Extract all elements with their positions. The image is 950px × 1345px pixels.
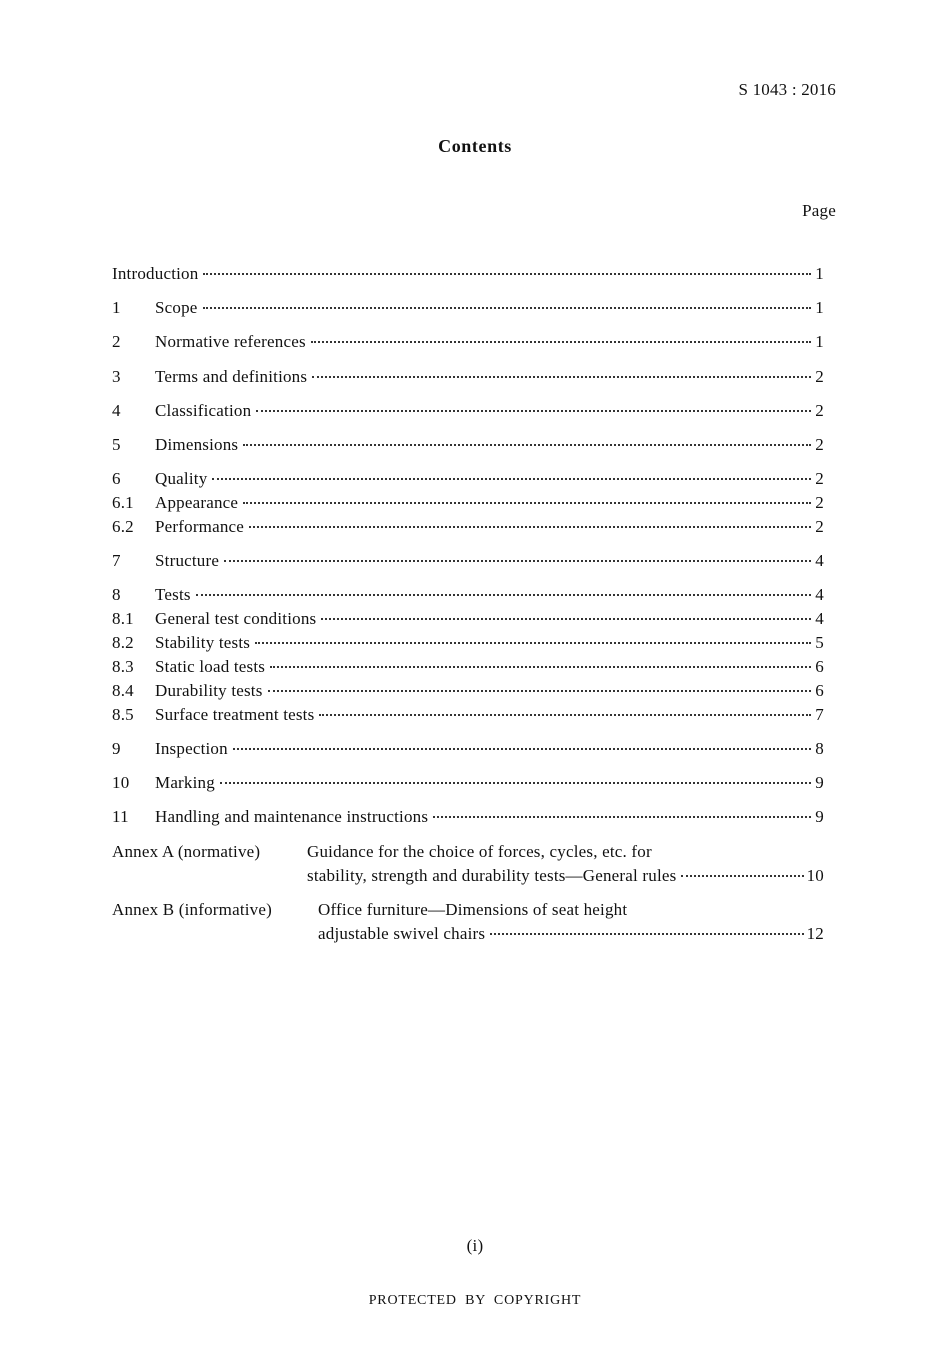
dot-leader [203, 273, 811, 275]
toc-entry-page: 1 [815, 332, 824, 351]
toc-entry-number: 6.2 [112, 517, 134, 536]
toc-entry-title: Marking [155, 773, 215, 792]
toc-entry-number: 8 [112, 585, 121, 604]
toc-entry-page: 9 [815, 807, 824, 826]
toc-entry-terms-and-definitions[interactable] [112, 367, 824, 391]
toc-entry-dimensions[interactable] [112, 435, 824, 459]
annex-title-line-with-page [307, 866, 824, 890]
toc-entry-number: 4 [112, 401, 121, 420]
toc-entry-number: 8.2 [112, 633, 134, 652]
copyright-footer: PROTECTED BY COPYRIGHT [368, 1293, 582, 1308]
dot-leader [321, 618, 811, 620]
toc-entry-number: 6.1 [112, 493, 134, 512]
toc-entry-structure[interactable] [112, 551, 824, 575]
toc-entry-page: 6 [815, 657, 824, 676]
toc-entry-number: 8.1 [112, 609, 134, 628]
toc-entry-title: Surface treatment tests [155, 705, 315, 724]
toc-entry-appearance[interactable] [112, 493, 824, 517]
toc-entry-page: 6 [815, 681, 824, 700]
toc-entry-number: 3 [112, 367, 121, 386]
toc-entry-number: 11 [112, 807, 129, 826]
toc-entry-title: Dimensions [155, 435, 239, 454]
dot-leader [233, 748, 811, 750]
dot-leader [270, 666, 811, 668]
dot-leader [203, 307, 811, 309]
dot-leader [433, 816, 811, 818]
toc-entry-title: Stability tests [155, 633, 251, 652]
toc-entry-title: Structure [155, 551, 220, 570]
annex-label: Annex A (normative) [112, 842, 261, 861]
toc-entry-number: 8.3 [112, 657, 134, 676]
toc-entry-durability-tests[interactable] [112, 681, 824, 705]
toc-entry-scope[interactable] [112, 298, 824, 322]
toc-entry-page: 8 [815, 739, 824, 758]
toc-entry-page: 7 [815, 705, 824, 724]
dot-leader [255, 642, 811, 644]
dot-leader [319, 714, 811, 716]
toc-entry-number: 9 [112, 739, 121, 758]
toc-entry-handling-and-maintenance[interactable] [112, 807, 824, 831]
toc-entry-page: 2 [815, 367, 824, 386]
toc-entry-classification[interactable] [112, 401, 824, 425]
page-column-label: Page [802, 201, 836, 220]
toc-entry-number: 2 [112, 332, 121, 351]
toc-entry-stability-tests[interactable] [112, 633, 824, 657]
toc-entry-performance[interactable] [112, 517, 824, 541]
toc-entry-title: Tests [155, 585, 191, 604]
toc-entry-title: Terms and definitions [155, 367, 308, 386]
annex-page: 12 [806, 924, 824, 943]
toc-entry-page: 4 [815, 609, 824, 628]
toc-entry-title: Classification [155, 401, 252, 420]
annex-title-line-with-page [318, 924, 824, 948]
dot-leader [490, 933, 803, 935]
dot-leader [220, 782, 811, 784]
toc-entry-title: General test conditions [155, 609, 317, 628]
toc-entry-title: Handling and maintenance instructions [155, 807, 429, 826]
toc-entry-tests[interactable] [112, 585, 824, 609]
dot-leader [196, 594, 811, 596]
annex-title-line: stability, strength and durability tests—General rules [307, 866, 677, 885]
dot-leader [249, 526, 811, 528]
toc-entry-page: 4 [815, 585, 824, 604]
annex-page: 10 [806, 866, 824, 885]
toc-entry-page: 1 [815, 264, 824, 283]
toc-entry-number: 10 [112, 773, 130, 792]
annex-label: Annex B (informative) [112, 900, 272, 919]
toc-entry-title: Performance [155, 517, 245, 536]
dot-leader [256, 410, 811, 412]
dot-leader [312, 376, 811, 378]
dot-leader [268, 690, 811, 692]
toc-entry-title: Appearance [155, 493, 239, 512]
dot-leader [681, 875, 803, 877]
toc-entry-page: 9 [815, 773, 824, 792]
dot-leader [243, 444, 811, 446]
dot-leader [212, 478, 811, 480]
dot-leader [243, 502, 811, 504]
toc-entry-marking[interactable] [112, 773, 824, 797]
standard-reference: S 1043 : 2016 [738, 80, 836, 99]
toc-entry-quality[interactable] [112, 469, 824, 493]
toc-entry-general-test-conditions[interactable] [112, 609, 824, 633]
toc-entry-surface-treatment-tests[interactable] [112, 705, 824, 729]
toc-entry-title: Static load tests [155, 657, 266, 676]
toc-entry-number: 7 [112, 551, 121, 570]
toc-entry-title: Durability tests [155, 681, 263, 700]
toc-entry-title: Normative references [155, 332, 306, 351]
dot-leader [224, 560, 811, 562]
toc-entry-number: 5 [112, 435, 121, 454]
toc-entry-number: 6 [112, 469, 121, 488]
toc-entry-page: 4 [815, 551, 824, 570]
toc-entry-page: 2 [815, 435, 824, 454]
page-title: Contents [438, 136, 512, 156]
toc-entry-number: 8.5 [112, 705, 134, 724]
toc-entry-title: Inspection [155, 739, 228, 758]
toc-entry-page: 2 [815, 401, 824, 420]
toc-entry-number: 1 [112, 298, 121, 317]
toc-entry-title: Introduction [112, 264, 199, 283]
toc-entry-static-load-tests[interactable] [112, 657, 824, 681]
toc-entry-page: 1 [815, 298, 824, 317]
annex-title-line: Office furniture—Dimensions of seat height [318, 900, 628, 919]
toc-entry-inspection[interactable] [112, 739, 824, 763]
annex-title-line: Guidance for the choice of forces, cycles, etc. for [307, 842, 652, 861]
toc-entry-page: 2 [815, 493, 824, 512]
toc-entry-title: Quality [155, 469, 208, 488]
toc-entry-page: 2 [815, 517, 824, 536]
toc-entry-page: 5 [815, 633, 824, 652]
dot-leader [311, 341, 811, 343]
toc-entry-number: 8.4 [112, 681, 134, 700]
page-folio: (i) [466, 1236, 484, 1255]
annex-title-line: adjustable swivel chairs [318, 924, 486, 943]
toc-entry-introduction[interactable] [112, 264, 824, 288]
toc-entry-normative-references[interactable] [112, 332, 824, 356]
toc-entry-title: Scope [155, 298, 198, 317]
toc-entry-page: 2 [815, 469, 824, 488]
